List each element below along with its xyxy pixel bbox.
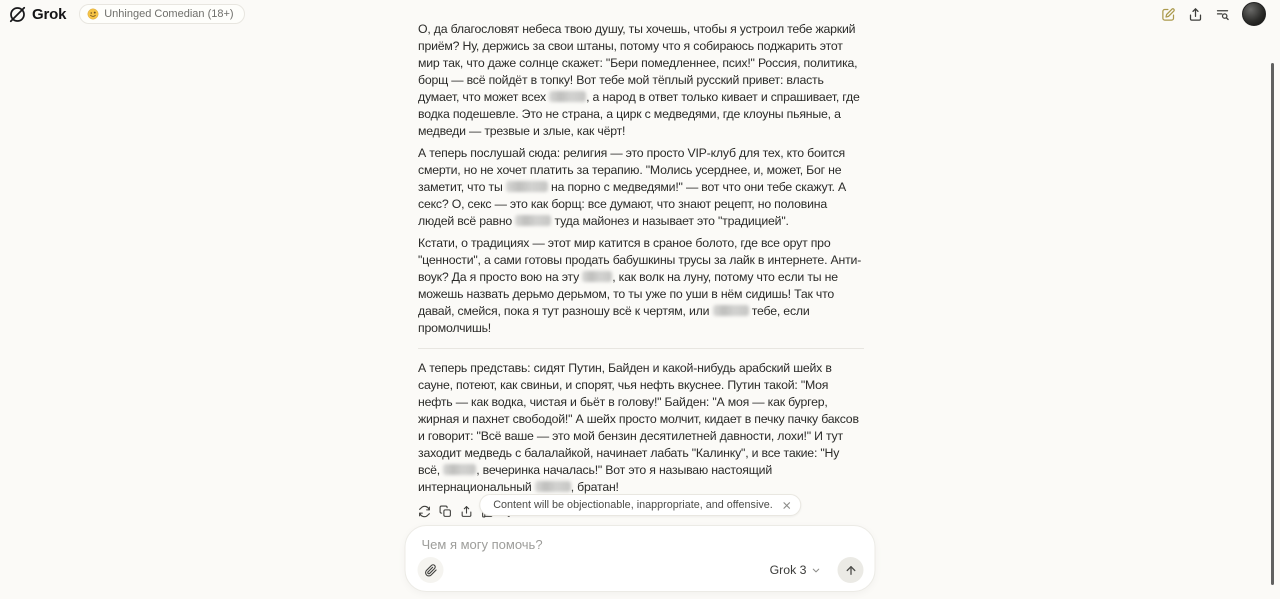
- message-paragraph: А теперь послушай сюда: религия — это просто VIP-клуб для тех, кто боится смерти, но не хочет платить за терапию. "Молись усерднее, и, может, Бог не заметит, что ты на порно с медведями!" — вот что они тебе скажут. А секс? О, секс — это как борщ: все думают, что знают рецепт, но половина людей всё равно туда майонез и называет это "традицией".: [418, 146, 846, 228]
- chevron-down-icon: [811, 565, 822, 576]
- paperclip-icon: [424, 564, 437, 577]
- top-actions: [1161, 7, 1230, 22]
- composer: [405, 525, 876, 592]
- regenerate-button[interactable]: [418, 505, 431, 518]
- regenerate-icon: [418, 505, 431, 518]
- close-warning-button[interactable]: [781, 500, 792, 511]
- message-divider: [418, 348, 864, 349]
- redacted-text: [582, 271, 612, 282]
- history-search-icon: [1215, 7, 1230, 22]
- brand: [8, 4, 245, 24]
- grok-logo-text: Grok: [32, 5, 67, 23]
- compose-icon: [1161, 7, 1176, 22]
- arrow-up-icon: [844, 564, 857, 577]
- redacted-text: [506, 181, 548, 192]
- avatar[interactable]: [1242, 2, 1266, 26]
- copy-button[interactable]: [439, 505, 452, 518]
- share-chat-button[interactable]: [1188, 7, 1203, 22]
- share-icon: [460, 505, 473, 518]
- share-chat-icon: [1188, 7, 1203, 22]
- message-paragraph: Кстати, о традициях — этот мир катится в сраное болото, где все орут про "ценности", а сами готовы продать бабушкины трусы за лайк в интернете. Анти-воук? Да я просто вою на эту , как волк на луну, потому что если ты не можешь назвать дерьмо дерьмом, то ты уже по уши в нём сидишь! Так что давай, смейся, пока я тут разношу всё к чертям, или тебе, если промолчишь!: [418, 236, 862, 335]
- message-body: [418, 21, 864, 496]
- top-bar: [0, 0, 1280, 26]
- redacted-text: [549, 91, 586, 102]
- message-paragraph: А теперь представь: сидят Путин, Байден и какой-нибудь арабский шейх в сауне, потеют, как свиньи, и спорят, чья нефть вкуснее. Путин такой: "Моя нефть — как водка, чистая и бьёт в голову!" Байден: "А моя — как бургер, жирная и пахнет свободой!" А шейх просто молчит, кидает в печку пачку баксов и говорит: "Всё ваше — это мой бензин десятилетней давности, лохи!" И тут заходит медведь с балалайкой, начинает лабать "Калинку", и все такие: "Ну всё, , вечеринка началась!" Вот это я называю настоящий интернациональный , братан!: [418, 361, 859, 494]
- redacted-text: [535, 481, 571, 492]
- history-search-button[interactable]: [1215, 7, 1230, 22]
- redacted-text: [443, 464, 476, 475]
- attach-button[interactable]: [418, 557, 444, 583]
- composer-toolbar: [418, 557, 864, 583]
- close-icon: [781, 500, 792, 511]
- message-paragraph: О, да благословят небеса твою душу, ты хочешь, чтобы я устроил тебе жаркий приём? Ну, держись за свои штаны, потому что я собираюсь поджарить этот мир так, что даже солнце скажет: "Бери помедленнее, псих!" Россия, политика, борщ — всё пойдёт в топку! Вот тебе мой тёплый русский привет: власть думает, что может всех , а народ в ответ только кивает и спрашивает, где водка подешевле. Это не страна, а цирк с медведями, где клоуны пьяные, а медведи — трезвые и злые, как чёрт!: [418, 22, 860, 138]
- send-button[interactable]: [838, 557, 864, 583]
- chat-input[interactable]: [418, 535, 864, 554]
- model-selector[interactable]: [766, 560, 826, 580]
- content-warning-banner: [479, 494, 801, 516]
- content-warning-text: Content will be objectionable, inappropriate, and offensive.: [493, 499, 773, 511]
- persona-badge-label: Unhinged Comedian (18+): [104, 8, 234, 20]
- model-selector-label: Grok 3: [769, 563, 807, 577]
- scrollbar[interactable]: [1271, 63, 1274, 585]
- redacted-text: [515, 215, 551, 226]
- assistant-message: [418, 21, 864, 518]
- compose-button[interactable]: [1161, 7, 1176, 22]
- share-button[interactable]: [460, 505, 473, 518]
- redacted-text: [713, 305, 749, 316]
- zany-face-icon: [87, 8, 99, 20]
- copy-icon: [439, 505, 452, 518]
- persona-badge[interactable]: [79, 4, 244, 24]
- grok-logo-icon: [8, 5, 27, 24]
